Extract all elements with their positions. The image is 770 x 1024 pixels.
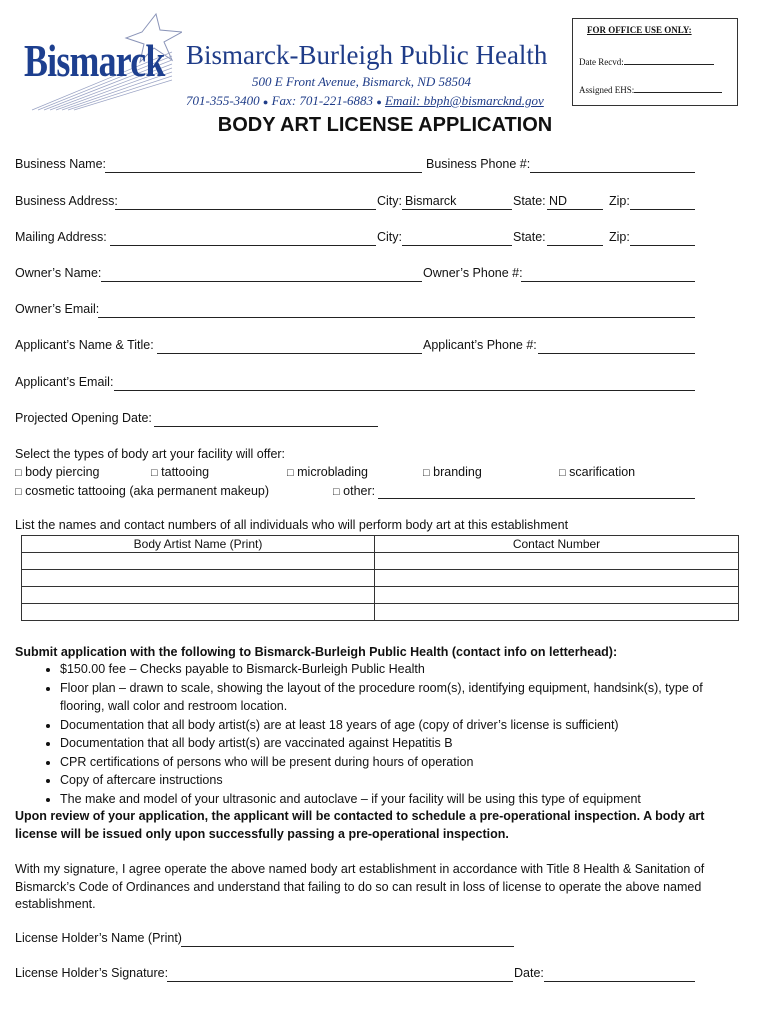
bullet-separator: ● — [376, 97, 382, 107]
holder-name-input[interactable] — [181, 945, 514, 947]
checkbox-icon[interactable]: □ — [559, 467, 566, 479]
owner-name-label: Owner’s Name: — [15, 266, 102, 280]
business-zip-label: Zip: — [609, 194, 630, 208]
office-use-title: FOR OFFICE USE ONLY: — [587, 25, 692, 35]
opening-date-input[interactable] — [154, 425, 378, 427]
contact-number-cell[interactable] — [375, 570, 739, 587]
org-fax: Fax: 701-221-6883 — [271, 93, 374, 108]
checkbox-icon[interactable]: □ — [15, 486, 22, 498]
org-phone: 701-355-3400 — [186, 93, 260, 108]
mailing-state-input[interactable] — [547, 244, 603, 246]
business-phone-input[interactable] — [530, 171, 695, 173]
option-label: microblading — [297, 465, 369, 479]
table-row — [22, 587, 739, 604]
artist-name-cell[interactable] — [22, 604, 375, 621]
applicant-email-input[interactable] — [114, 389, 695, 391]
option-label: branding — [433, 465, 482, 479]
list-item: • Documentation that all body artist(s) are at least 18 years of age (copy of driver’s license is sufficient) — [60, 716, 750, 735]
table-header-row — [22, 536, 739, 553]
table-row — [22, 570, 739, 587]
business-city-value: Bismarck — [405, 194, 457, 208]
option-other[interactable] — [333, 484, 375, 498]
list-item: • Floor plan – drawn to scale, showing the layout of the procedure room(s), identifying equipment, handsink(s), type of flooring, wall color and restroom location. — [60, 679, 750, 716]
applicant-phone-label: Applicant’s Phone #: — [423, 338, 537, 352]
option-microblading[interactable] — [287, 465, 368, 479]
option-scarification[interactable] — [559, 465, 635, 479]
checkbox-icon[interactable]: □ — [287, 467, 294, 479]
contact-number-cell[interactable] — [375, 587, 739, 604]
business-name-input[interactable] — [105, 171, 422, 173]
checkbox-icon[interactable]: □ — [15, 467, 22, 479]
artist-name-header: Body Artist Name (Print) — [22, 536, 375, 553]
mailing-zip-label: Zip: — [609, 230, 630, 244]
artists-table — [21, 535, 739, 621]
business-address-label: Business Address: — [15, 194, 118, 208]
owner-phone-input[interactable] — [521, 280, 695, 282]
list-item: • CPR certifications of persons who will be present during hours of operation — [60, 753, 750, 772]
option-label: cosmetic tattooing (aka permanent makeup) — [25, 484, 270, 498]
list-item: • Copy of aftercare instructions — [60, 771, 750, 790]
body-art-prompt: Select the types of body art your facility will offer: — [15, 447, 286, 461]
applicant-phone-input[interactable] — [538, 352, 695, 354]
applicant-name-input[interactable] — [157, 352, 422, 354]
artists-prompt: List the names and contact numbers of all individuals who will perform body art at this establishment — [15, 518, 569, 532]
mailing-city-label: City: — [377, 230, 402, 244]
option-label: tattooing — [161, 465, 210, 479]
list-item: • The make and model of your ultrasonic and autoclave – if your facility will be using this type of equipment — [60, 790, 750, 809]
option-tattooing[interactable] — [151, 465, 209, 479]
office-use-box — [572, 18, 738, 106]
business-city-input[interactable] — [402, 208, 512, 210]
business-state-label: State: — [513, 194, 546, 208]
business-address-input[interactable] — [115, 208, 376, 210]
option-label: other: — [343, 484, 376, 498]
mailing-address-input[interactable] — [110, 244, 376, 246]
assigned-ehs-field[interactable] — [579, 85, 722, 95]
applicant-name-label: Applicant’s Name & Title: — [15, 338, 154, 352]
org-email-link[interactable]: Email: bbph@bismarcknd.gov — [385, 93, 544, 108]
business-name-label: Business Name: — [15, 157, 107, 171]
bismarck-logo — [22, 12, 182, 112]
signature-date-label: Date: — [514, 966, 544, 980]
owner-phone-label: Owner’s Phone #: — [423, 266, 523, 280]
opening-date-label: Projected Opening Date: — [15, 411, 152, 425]
applicant-email-label: Applicant’s Email: — [15, 375, 114, 389]
org-title: Bismarck-Burleigh Public Health — [186, 40, 548, 70]
contact-number-header: Contact Number — [375, 536, 739, 553]
logo-text: Bismarck — [24, 35, 165, 86]
submit-heading: Submit application with the following to Bismarck-Burleigh Public Health (contact info on letterhead): — [15, 645, 618, 659]
option-cosmetic-tattooing[interactable] — [15, 484, 269, 498]
date-received-field[interactable] — [579, 57, 714, 67]
contact-number-cell[interactable] — [375, 604, 739, 621]
owner-email-label: Owner’s Email: — [15, 302, 100, 316]
agreement-text: With my signature, I agree operate the above named body art establishment in accordance with Title 8 Health & Sanitation of Bismarck’s Code of Ordinances and understand that failing to do so can result in loss of license to operate the above named establishment. — [15, 862, 705, 911]
requirements-list — [34, 660, 750, 808]
owner-email-input[interactable] — [98, 316, 695, 318]
other-body-art-input[interactable] — [378, 497, 695, 499]
contact-number-cell[interactable] — [375, 553, 739, 570]
mailing-zip-input[interactable] — [630, 244, 695, 246]
business-state-input[interactable] — [547, 208, 603, 210]
holder-name-label: License Holder’s Name (Print) — [15, 931, 182, 945]
table-row — [22, 604, 739, 621]
date-received-label: Date Recvd: — [579, 57, 624, 67]
list-item: • $150.00 fee – Checks payable to Bismarck-Burleigh Public Health — [60, 660, 750, 679]
mailing-city-input[interactable] — [402, 244, 512, 246]
holder-signature-input[interactable] — [167, 980, 513, 982]
mailing-address-label: Mailing Address: — [15, 230, 107, 244]
list-item: • Documentation that all body artist(s) are vaccinated against Hepatitis B — [60, 734, 750, 753]
option-label: body piercing — [25, 465, 100, 479]
business-state-value: ND — [549, 194, 568, 208]
business-zip-input[interactable] — [630, 208, 695, 210]
option-label: scarification — [569, 465, 636, 479]
artist-name-cell[interactable] — [22, 553, 375, 570]
signature-date-input[interactable] — [544, 980, 695, 982]
option-body-piercing[interactable] — [15, 465, 100, 479]
table-row — [22, 553, 739, 570]
option-branding[interactable] — [423, 465, 482, 479]
checkbox-icon[interactable]: □ — [151, 467, 158, 479]
business-phone-label: Business Phone #: — [426, 157, 531, 171]
holder-signature-label: License Holder’s Signature: — [15, 966, 169, 980]
mailing-state-label: State: — [513, 230, 546, 244]
checkbox-icon[interactable]: □ — [333, 486, 340, 498]
assigned-ehs-label: Assigned EHS: — [579, 85, 635, 95]
artist-name-cell[interactable] — [22, 587, 375, 604]
owner-name-input[interactable] — [101, 280, 422, 282]
review-note: Upon review of your application, the applicant will be contacted to schedule a pre-operational inspection. A body art license will be issued only upon successfully passing a pre-operational inspection. — [15, 809, 705, 841]
page-title: BODY ART LICENSE APPLICATION — [217, 114, 553, 136]
business-city-label: City: — [377, 194, 402, 208]
artist-name-cell[interactable] — [22, 570, 375, 587]
org-contact-line — [186, 93, 544, 109]
checkbox-icon[interactable]: □ — [423, 467, 430, 479]
org-address: 500 E Front Avenue, Bismarck, ND 58504 — [252, 74, 472, 89]
bullet-separator: ● — [262, 97, 269, 107]
